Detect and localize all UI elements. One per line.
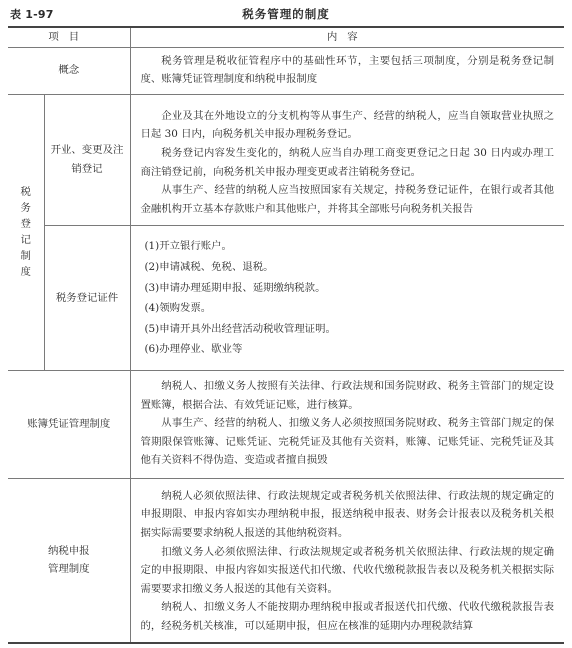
- column-header-item: 项目: [8, 27, 130, 47]
- account-books-paragraph: 纳税人、扣缴义务人按照有关法律、行政法规和国务院财政、税务主管部门的规定设置账簿，根据合法、有效凭证记账，进行核算。: [140, 379, 554, 411]
- tax-declaration-paragraph: 纳税人必须依照法律、行政法规规定或者税务机关依照法律、行政法规的规定确定的申报期限、申报内容如实办理纳税申报，报送纳税申报表、财务会计报表以及税务机关根据实际需要要求纳税人报送的其他纳税资料。: [140, 489, 554, 540]
- opening-paragraph: 企业及其在外地设立的分支机构等从事生产、经营的纳税人，应当自领取营业执照之日起 30 日内，向税务机关申报办理税务登记。: [140, 109, 554, 141]
- row-label-tax-declaration: [8, 478, 130, 642]
- table-row-registration-certificate: [8, 226, 564, 371]
- list-item: (1)开立银行账户。: [144, 240, 232, 253]
- row-content-account-books: [130, 370, 564, 478]
- row-label-account-books: 账簿凭证管理制度: [8, 370, 130, 478]
- list-item: (3)申请办理延期申报、延期缴纳税款。: [144, 281, 326, 294]
- group-label-registration-cell: [8, 94, 44, 370]
- table-row-tax-declaration: [8, 478, 564, 642]
- row-content-certificate: [130, 226, 564, 371]
- tax-declaration-label-line: 管理制度: [47, 563, 90, 576]
- table-number: 表 1-97: [10, 8, 54, 21]
- column-header-content: 内容: [130, 27, 564, 47]
- row-label-concept: 概念: [8, 47, 130, 94]
- table-header-row: [8, 27, 564, 47]
- list-item: (4)领购发票。: [144, 302, 212, 315]
- row-label-certificate: 税务登记证件: [44, 226, 130, 371]
- tax-management-table: [8, 26, 564, 644]
- table-title: 税务管理的制度: [242, 7, 330, 21]
- list-item: (6)办理停业、歇业等: [144, 343, 243, 356]
- tax-declaration-label-line: 纳税申报: [47, 544, 90, 557]
- opening-paragraph: 税务登记内容发生变化的，纳税人应当自办理工商变更登记之日起 30 日内或办理工商注销登记前，向税务机关申报办理变更或者注销税务登记。: [140, 146, 554, 178]
- opening-paragraph: 从事生产、经营的纳税人应当按照国家有关规定，持税务登记证件，在银行或者其他金融机构开立基本存款账户和其他账户，并将其全部账号向税务机关报告: [140, 184, 554, 215]
- tax-declaration-paragraph: 扣缴义务人必须依照法律、行政法规规定或者税务机关依照法律、行政法规的规定确定的申报期限、申报内容如实报送代扣代缴、代收代缴税款报告表以及税务机关根据实际需要要求扣缴义务人报送的其他有关资料。: [140, 545, 554, 595]
- table-row-registration-opening: [8, 94, 564, 226]
- concept-paragraph: 税务管理是税收征管程序中的基础性环节，主要包括三项制度，分别是税务登记制度、账簿凭证管理制度和纳税申报制度: [140, 54, 554, 86]
- row-label-opening: 开业、变更及注销登记: [44, 94, 130, 226]
- list-item: (5)申请开具外出经营活动税收管理证明。: [144, 322, 336, 335]
- row-content-opening: [130, 94, 564, 226]
- table-row-concept: [8, 47, 564, 94]
- account-books-paragraph: 从事生产、经营的纳税人、扣缴义务人必须按照国务院财政、税务主管部门规定的保管期限保管账簿、记账凭证、完税凭证及其他有关资料，账簿、记账凭证、完税凭证及其他有关资料不得伪造、变造或者擅自损毁: [140, 417, 554, 467]
- row-content-concept: [130, 47, 564, 94]
- group-label-registration: 税务登记制度: [20, 186, 31, 279]
- list-item: (2)申请减税、免税、退税。: [144, 260, 274, 273]
- tax-declaration-paragraph: 纳税人、扣缴义务人不能按期办理纳税申报或者报送代扣代缴、代收代缴税款报告表的，经税务机关核准，可以延期申报，但应在核准的延期内办理税款结算: [140, 601, 554, 633]
- row-content-tax-declaration: [130, 478, 564, 642]
- table-row-account-books: [8, 370, 564, 478]
- table-header: [8, 6, 564, 24]
